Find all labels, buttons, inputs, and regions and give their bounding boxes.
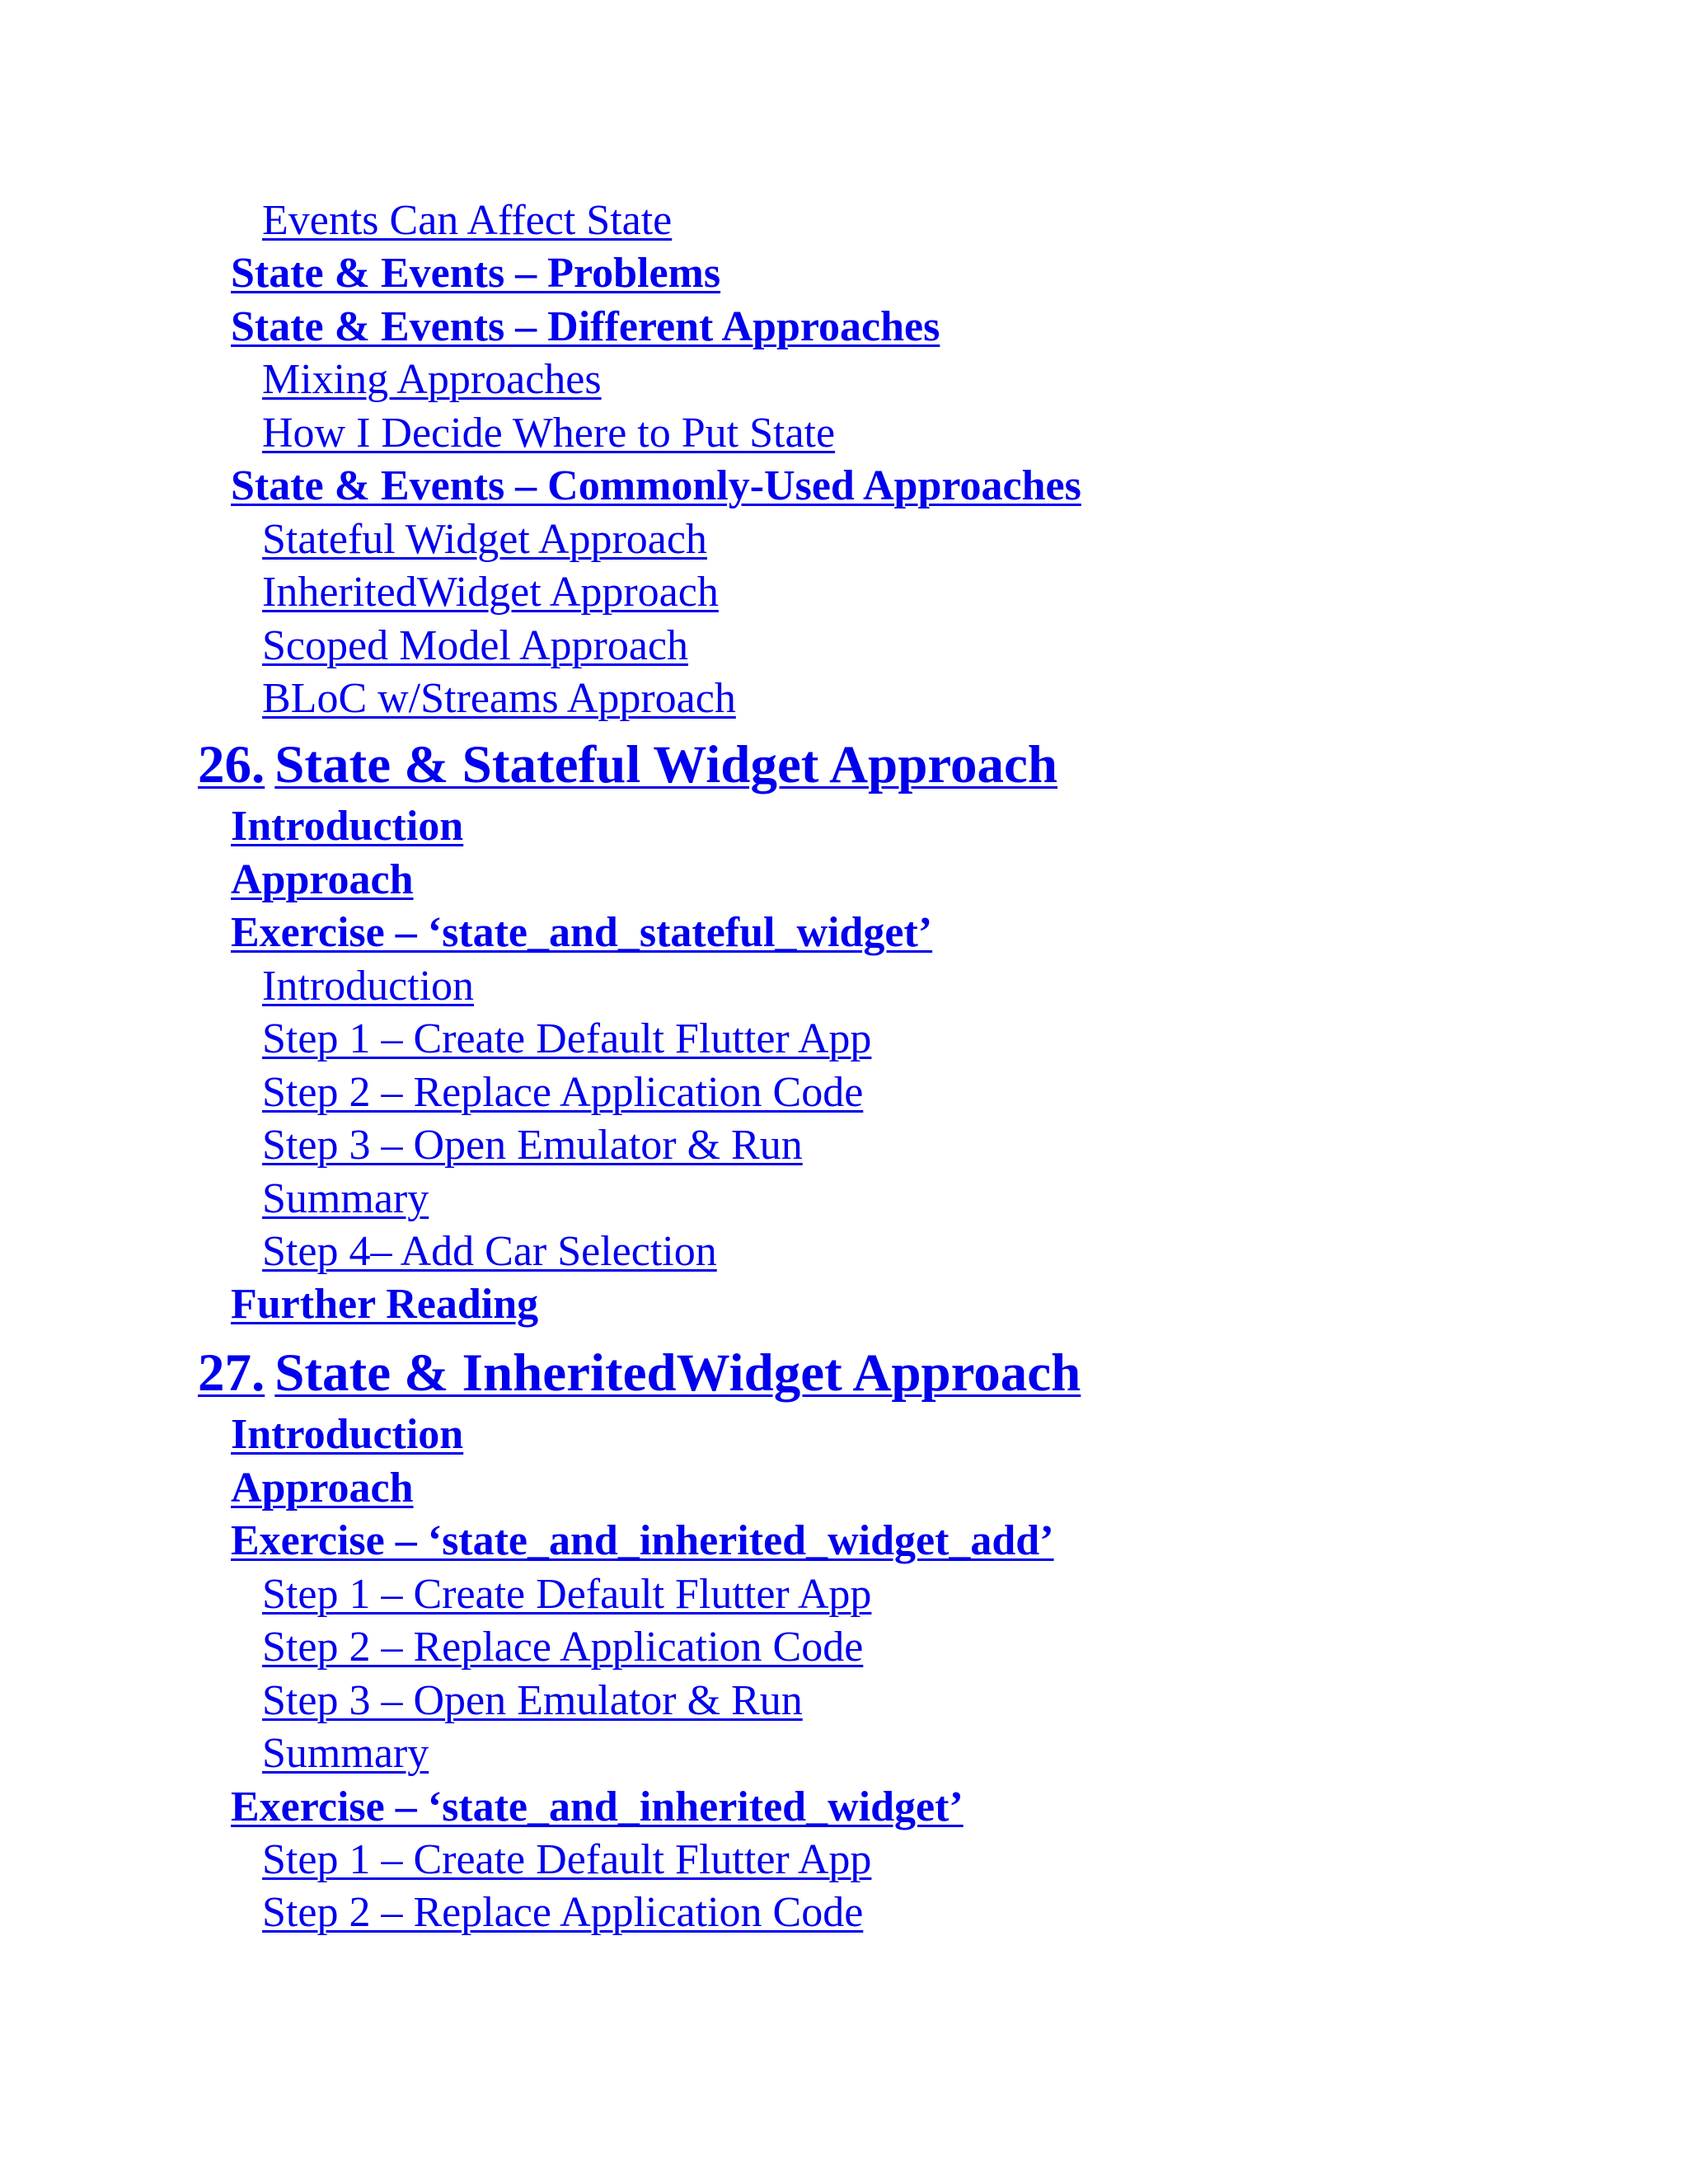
toc-entry-label: Step 1 – Create Default Flutter App (262, 1571, 872, 1618)
toc-subsection-link-step-2-replace-application-code[interactable] (262, 1891, 863, 1934)
toc-entry-label: Stateful Widget Approach (262, 516, 707, 563)
toc-entry-label: Step 1 – Create Default Flutter App (262, 1015, 872, 1062)
toc-section-link-state-events-commonly-used-approaches[interactable] (231, 462, 1081, 509)
toc-entry-label: Step 2 – Replace Application Code (262, 1069, 864, 1116)
toc-section-link-state-events-different-approaches[interactable] (231, 303, 940, 350)
toc-chapter-link-27-state-inheritedwidget-approach[interactable] (198, 1343, 1081, 1403)
toc-entry-label: Exercise – ‘state_and_inherited_widget’ (231, 1783, 964, 1830)
toc-subsection-link-step-2-replace-application-code[interactable] (262, 1626, 863, 1669)
toc-entry-label: Further Reading (231, 1281, 539, 1328)
toc-subsection-link-summary[interactable] (262, 1175, 429, 1222)
toc-entry-label: BLoC w/Streams Approach (262, 675, 736, 722)
toc-entry-label: InheritedWidget Approach (262, 569, 719, 616)
toc-entry-label: Step 3 – Open Emulator & Run (262, 1677, 803, 1724)
toc-subsection-link-step-1-create-default-flutter-app[interactable] (262, 1836, 872, 1883)
toc-entry-label: Introduction (231, 1411, 464, 1458)
toc-entry-label: Events Can Affect State (262, 197, 673, 244)
toc-subsection-link-step-3-open-emulator-run[interactable] (262, 1124, 803, 1167)
toc-section-link-exercise-state-and-stateful-widget[interactable] (231, 909, 933, 956)
toc-chapter-link-26-state-stateful-widget-approach[interactable] (198, 735, 1058, 794)
toc-entry-label: Mixing Approaches (262, 356, 602, 403)
toc-entry-label: Step 2 – Replace Application Code (262, 1624, 864, 1671)
toc-entry-label: Step 3 – Open Emulator & Run (262, 1122, 803, 1169)
chapter-number: 26. (198, 735, 265, 794)
toc-entry-label: Step 4– Add Car Selection (262, 1228, 717, 1275)
toc-entry-label: Introduction (231, 803, 464, 850)
toc-entry-label: Exercise – ‘state_and_inherited_widget_add’ (231, 1517, 1054, 1564)
toc-subsection-link-scoped-model-approach[interactable] (262, 622, 689, 669)
toc-entry-label: Approach (231, 856, 414, 903)
toc-entry-label: State & InheritedWidget Approach (274, 1343, 1081, 1403)
toc-subsection-link-introduction[interactable] (262, 965, 474, 1008)
toc-entry-label: Scoped Model Approach (262, 622, 689, 669)
toc-entry-label: State & Events – Problems (231, 250, 721, 297)
toc-subsection-link-how-i-decide-where-to-put-state[interactable] (262, 412, 835, 455)
toc-subsection-link-stateful-widget-approach[interactable] (262, 518, 707, 561)
toc-section-link-introduction[interactable] (231, 805, 463, 848)
toc-entry-label: How I Decide Where to Put State (262, 410, 836, 457)
toc-section-link-exercise-state-and-inherited-widget-add[interactable] (231, 1517, 1054, 1564)
chapter-number: 27. (198, 1343, 265, 1403)
toc-entry-label: Summary (262, 1730, 429, 1777)
toc-subsection-link-mixing-approaches[interactable] (262, 356, 602, 403)
toc-subsection-link-step-1-create-default-flutter-app[interactable] (262, 1015, 872, 1062)
toc-section-link-state-events-problems[interactable] (231, 252, 720, 295)
toc-subsection-link-step-3-open-emulator-run[interactable] (262, 1677, 803, 1724)
toc-entry-label: Step 2 – Replace Application Code (262, 1889, 864, 1936)
toc-entry-label: Step 1 – Create Default Flutter App (262, 1836, 872, 1883)
toc-subsection-link-step-2-replace-application-code[interactable] (262, 1071, 863, 1114)
toc-entry-label: Summary (262, 1175, 429, 1222)
toc-entry-label: State & Events – Commonly-Used Approaches (231, 462, 1081, 509)
toc-section-link-further-reading[interactable] (231, 1283, 538, 1326)
toc-subsection-link-step-4-add-car-selection[interactable] (262, 1230, 717, 1273)
toc-entry-label: Approach (231, 1465, 414, 1511)
toc-entry-label: Exercise – ‘state_and_stateful_widget’ (231, 909, 933, 956)
toc-entry-label: Introduction (262, 963, 475, 1010)
toc-section-link-approach[interactable] (231, 1467, 414, 1510)
toc-subsection-link-inheritedwidget-approach[interactable] (262, 571, 719, 614)
toc-subsection-link-bloc-w-streams-approach[interactable] (262, 677, 736, 720)
toc-subsection-link-summary[interactable] (262, 1732, 429, 1775)
toc-section-link-introduction[interactable] (231, 1413, 463, 1456)
toc-subsection-link-events-can-affect-state[interactable] (262, 199, 672, 242)
toc-entry-label: State & Events – Different Approaches (231, 303, 940, 350)
toc-section-link-exercise-state-and-inherited-widget[interactable] (231, 1783, 964, 1830)
toc-section-link-approach[interactable] (231, 856, 414, 903)
toc-entry-label: State & Stateful Widget Approach (274, 735, 1058, 794)
toc-subsection-link-step-1-create-default-flutter-app[interactable] (262, 1573, 871, 1616)
